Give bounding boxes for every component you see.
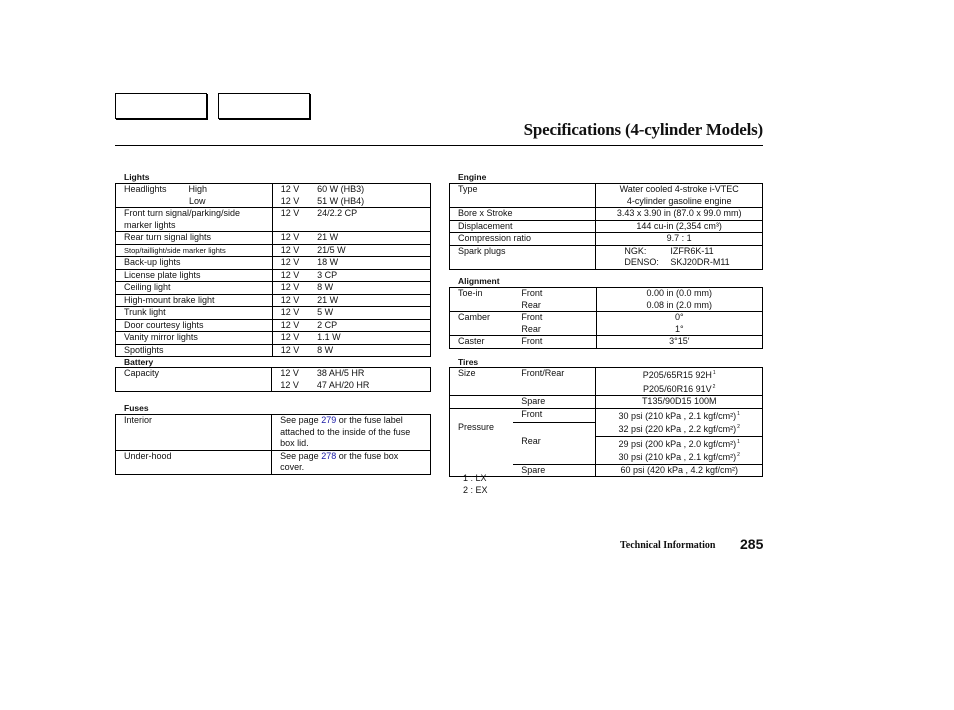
- fuses-table: [115, 414, 431, 475]
- footnote-mark: 2: [712, 383, 716, 390]
- light-label: Trunk light: [116, 307, 273, 320]
- voltage: 12 V: [272, 196, 309, 208]
- wattage: 21 W: [309, 294, 430, 307]
- wattage: 21 W: [309, 232, 430, 245]
- table-row: [450, 233, 763, 246]
- table-row: [116, 208, 431, 220]
- alignment-value: 3°15′: [596, 336, 762, 349]
- table-row: [450, 220, 763, 233]
- position-label: Spare: [513, 464, 596, 477]
- voltage: 12 V: [272, 319, 309, 332]
- alignment-value: 1°: [596, 324, 762, 336]
- table-row: [116, 380, 431, 392]
- light-label: Stop/taillight/side marker lights: [116, 244, 273, 257]
- voltage: 12 V: [272, 269, 309, 282]
- voltage: 12 V: [272, 208, 309, 220]
- position-label: Rear: [521, 299, 541, 310]
- engine-label: Spark plugs: [450, 245, 596, 257]
- position-label: Rear: [521, 436, 541, 446]
- footnote-mark: 1: [712, 370, 716, 376]
- footnote-mark: 2: [737, 424, 740, 430]
- fuse-text: cover.: [272, 462, 431, 474]
- alignment-label: Caster: [450, 336, 514, 349]
- tire-size: T135/90D15 100M: [596, 396, 763, 409]
- table-row: [116, 244, 431, 257]
- table-row: [450, 324, 763, 336]
- underhood-label: Under-hood: [116, 450, 272, 462]
- table-row: [116, 307, 431, 320]
- table-row: [116, 462, 431, 474]
- footnote-mark: 1: [737, 438, 740, 445]
- pressure-value: 30 psi (210 kPa , 2.1 kgf/cm²): [618, 410, 737, 421]
- engine-label: Type: [450, 184, 596, 196]
- alignment-value: 0.00 in (0.0 mm): [596, 288, 762, 300]
- header-rule: [115, 145, 763, 146]
- tire-label: Size: [450, 368, 514, 382]
- table-row: [116, 294, 431, 307]
- fuse-text: box lid.: [272, 438, 431, 450]
- position-label: Rear: [521, 323, 541, 334]
- alignment-heading: Alignment: [458, 276, 500, 286]
- table-row: [450, 288, 763, 300]
- engine-heading: Engine: [458, 172, 487, 182]
- tire-size: P205/65R15 92H: [642, 370, 712, 380]
- light-label: High-mount brake light: [116, 294, 273, 307]
- voltage: 12 V: [272, 307, 309, 320]
- position-label: Front: [513, 408, 596, 422]
- wattage: 24/2.2 CP: [309, 208, 430, 220]
- table-row: [116, 220, 431, 232]
- table-row: [116, 282, 431, 295]
- table-row: [450, 382, 763, 396]
- engine-value: Water cooled 4-stroke i-VTEC: [596, 184, 763, 196]
- table-row: [116, 232, 431, 245]
- alignment-label: Camber: [450, 312, 514, 324]
- position-label: Front: [513, 336, 596, 349]
- tires-heading: Tires: [458, 357, 479, 367]
- table-row: [116, 344, 431, 357]
- table-row: [450, 196, 763, 208]
- table-row: [450, 368, 763, 382]
- position-label: Front/Rear: [513, 368, 596, 382]
- battery-table: [115, 367, 431, 392]
- fuses-heading: Fuses: [124, 403, 149, 413]
- pressure-value: 29 psi (200 kPa , 2.0 kgf/cm²): [618, 438, 737, 449]
- wattage: 5 W: [309, 307, 430, 320]
- fuse-text: or the fuse box: [336, 450, 399, 461]
- table-row: [116, 184, 431, 196]
- lights-table: [115, 183, 431, 357]
- capacity-value: 38 AH/5 HR: [309, 368, 431, 380]
- alignment-label: Toe-in: [450, 288, 514, 300]
- fuse-text: See page: [280, 450, 322, 461]
- wattage: 60 W (HB3): [309, 184, 430, 196]
- footnote-ex: 2 : EX: [463, 485, 488, 495]
- voltage: 12 V: [272, 368, 309, 380]
- table-row: [450, 257, 763, 269]
- tire-label: Pressure: [450, 422, 514, 436]
- nav-tab-1[interactable]: [115, 93, 207, 119]
- table-row: [116, 415, 431, 427]
- light-label: Rear turn signal lights: [116, 232, 273, 245]
- voltage: 12 V: [272, 184, 309, 196]
- wattage: 21/5 W: [309, 244, 430, 257]
- low-label: Low: [189, 195, 206, 206]
- table-row: [116, 427, 431, 439]
- fuse-text: See page: [280, 415, 322, 425]
- ngk-label: NGK:: [624, 245, 647, 256]
- table-row: [116, 332, 431, 345]
- page-278-link[interactable]: 278: [321, 450, 337, 461]
- table-row: [450, 396, 763, 409]
- table-row: [116, 319, 431, 332]
- table-row: [450, 245, 763, 257]
- voltage: 12 V: [272, 344, 309, 357]
- engine-label: Bore x Stroke: [450, 208, 596, 221]
- engine-value: 4-cylinder gasoline engine: [596, 196, 763, 208]
- wattage: 3 CP: [309, 269, 430, 282]
- front-turn-label-2: marker lights: [116, 220, 273, 232]
- pressure-value: 60 psi (420 kPa , 4.2 kgf/cm²): [596, 464, 763, 477]
- table-row: [116, 450, 431, 462]
- table-row: [450, 436, 763, 450]
- table-row: [450, 450, 763, 464]
- voltage: 12 V: [272, 244, 309, 257]
- headlights-label: Headlights: [124, 184, 167, 194]
- voltage: 12 V: [272, 294, 309, 307]
- engine-value: 144 cu-in (2,354 cm³): [596, 220, 763, 233]
- table-row: [450, 336, 763, 349]
- alignment-value: 0°: [596, 312, 762, 324]
- light-label: Spotlights: [116, 344, 273, 357]
- table-row: [116, 257, 431, 270]
- engine-value: 3.43 x 3.90 in (87.0 x 99.0 mm): [596, 208, 763, 221]
- fuse-text: attached to the inside of the fuse: [272, 427, 431, 439]
- table-row: [450, 408, 763, 422]
- wattage: 18 W: [309, 257, 430, 270]
- position-label: Spare: [513, 396, 596, 409]
- interior-label: Interior: [116, 415, 272, 427]
- light-label: License plate lights: [116, 269, 273, 282]
- footnote-lx: 1 : LX: [463, 473, 487, 483]
- voltage: 12 V: [272, 282, 309, 295]
- table-row: [450, 300, 763, 312]
- wattage: 2 CP: [309, 319, 430, 332]
- table-row: [116, 438, 431, 450]
- voltage: 12 V: [272, 332, 309, 345]
- voltage: 12 V: [272, 380, 309, 392]
- engine-table: [449, 183, 763, 270]
- high-label: High: [188, 184, 208, 194]
- table-row: [116, 196, 431, 208]
- page-279-link[interactable]: 279: [321, 415, 337, 425]
- light-label: Door courtesy lights: [116, 319, 273, 332]
- light-label: Vanity mirror lights: [116, 332, 273, 345]
- page-title: Specifications (4-cylinder Models): [523, 120, 763, 139]
- light-label: Back-up lights: [116, 257, 273, 270]
- footnote-mark: 2: [737, 452, 740, 458]
- wattage: 51 W (HB4): [309, 196, 430, 208]
- voltage: 12 V: [272, 232, 309, 245]
- wattage: 8 W: [309, 282, 430, 295]
- pressure-value: 30 psi (210 kPa , 2.1 kgf/cm²): [618, 452, 737, 462]
- alignment-value: 0.08 in (2.0 mm): [596, 300, 762, 312]
- table-row: [450, 184, 763, 196]
- denso-label: DENSO:: [624, 257, 659, 267]
- table-row: [116, 368, 431, 380]
- ngk-value: IZFR6K-11: [670, 245, 714, 256]
- page-number: 285: [740, 536, 764, 552]
- engine-label: Compression ratio: [450, 233, 596, 246]
- engine-value: 9.7 : 1: [596, 233, 763, 246]
- engine-label: Displacement: [450, 220, 596, 233]
- capacity-value: 47 AH/20 HR: [309, 380, 431, 392]
- table-row: [450, 312, 763, 324]
- capacity-label: Capacity: [116, 368, 272, 380]
- lights-heading: Lights: [124, 172, 150, 182]
- nav-tab-2[interactable]: [218, 93, 310, 119]
- footnote-mark: 1: [737, 410, 740, 417]
- tires-table: [449, 367, 763, 477]
- table-row: [450, 208, 763, 221]
- pressure-value: 32 psi (220 kPa , 2.2 kgf/cm²): [618, 424, 737, 434]
- table-row: [116, 269, 431, 282]
- voltage: 12 V: [272, 257, 309, 270]
- fuse-text: or the fuse label: [336, 415, 403, 425]
- wattage: 1.1 W: [309, 332, 430, 345]
- tire-size: P205/60R16 91V: [643, 383, 712, 394]
- position-label: Front: [513, 288, 596, 300]
- section-footer: Technical Information: [620, 540, 716, 551]
- battery-heading: Battery: [124, 357, 154, 367]
- table-row: [450, 464, 763, 477]
- denso-value: SKJ20DR-M11: [670, 257, 730, 267]
- position-label: Front: [513, 312, 596, 324]
- wattage: 8 W: [309, 344, 430, 357]
- table-row: [450, 422, 763, 436]
- front-turn-label: Front turn signal/parking/side: [116, 208, 273, 220]
- alignment-table: [449, 287, 763, 349]
- light-label: Ceiling light: [116, 282, 273, 295]
